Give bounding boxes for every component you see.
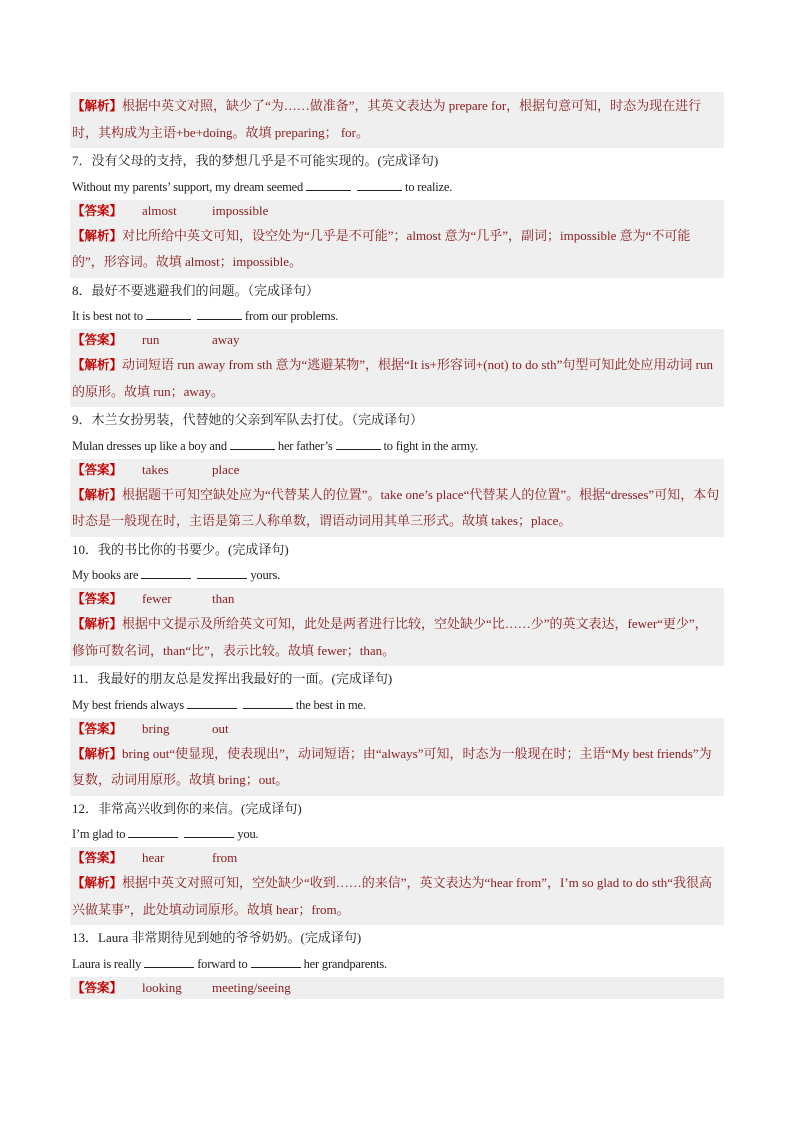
document-body [70, 92, 724, 999]
answer-2: place [212, 461, 240, 477]
analysis-block [70, 92, 724, 148]
analysis-label: 【解析】 [72, 486, 123, 502]
blank-line [144, 955, 194, 968]
answer-1: fewer [142, 591, 172, 606]
answer-2: meeting/seeing [212, 979, 291, 995]
blank-line [197, 307, 242, 320]
answer-2: out [212, 720, 229, 736]
analysis-block [70, 351, 724, 407]
blank-line [357, 178, 402, 191]
answer-block [70, 847, 724, 869]
blank-line [197, 566, 247, 579]
answer-2: away [212, 332, 240, 347]
question-13: 13．Laura 非常期待见到她的爷爷奶奶。(完成译句) [72, 930, 362, 945]
blank-line [306, 178, 351, 191]
answer-label: 【答案】 [72, 979, 123, 995]
answer-block [70, 200, 724, 222]
analysis-block [70, 869, 724, 925]
answer-block [70, 977, 724, 999]
analysis-label: 【解析】 [72, 745, 123, 761]
english-sentence-9: Mulan dresses up like a boy and her father’s to fight in the army. [72, 438, 479, 453]
blank-line [243, 696, 293, 709]
analysis-text: 动词短语 run away from sth 意为“逃避某物”，根据“It is+形容词+(not) to do sth”句型可知此处应用动词 run 的原形。故填 run；away。 [72, 357, 713, 399]
blank-line [141, 566, 191, 579]
analysis-block [70, 222, 724, 278]
question-8: 8．最好不要逃避我们的问题。（完成译句） [72, 282, 320, 298]
answer-1: hear [142, 850, 165, 865]
answer-1: bring [142, 720, 170, 736]
english-sentence-7: Without my parents’ support, my dream seemed to realize. [72, 179, 453, 194]
english-sentence-10: My books are yours. [72, 568, 281, 582]
analysis-text: 根据中文提示及所给英文可知，此处是两者进行比较，空处缺少“比……少”的英文表达，fewer“更少”，修饰可数名词，than“比”，表示比较。故填 fewer；than。 [72, 616, 708, 658]
analysis-label: 【解析】 [72, 98, 123, 113]
answer-2: impossible [212, 202, 269, 218]
answer-1: run [142, 332, 160, 347]
blank-line [184, 825, 234, 838]
blank-line [336, 437, 381, 450]
question-9: 9．木兰女扮男装，代替她的父亲到军队去打仗。（完成译句） [72, 412, 424, 427]
answer-block [70, 588, 724, 610]
analysis-label: 【解析】 [72, 227, 123, 243]
question-7: 7．没有父母的支持，我的梦想几乎是不可能实现的。(完成译句) [72, 153, 439, 168]
answer-block [70, 459, 724, 481]
question-10: 10．我的书比你的书要少。(完成译句) [72, 541, 289, 557]
answer-block [70, 329, 724, 351]
blank-line [251, 955, 301, 968]
blank-line [128, 825, 178, 838]
analysis-label: 【解析】 [72, 357, 123, 372]
answer-1: looking [142, 979, 182, 995]
analysis-label: 【解析】 [72, 616, 123, 631]
blank-line [187, 696, 237, 709]
answer-label: 【答案】 [72, 591, 123, 606]
answer-label: 【答案】 [72, 850, 123, 865]
answer-block [70, 718, 724, 740]
answer-label: 【答案】 [72, 461, 123, 477]
analysis-text: 根据中英文对照可知，空处缺少“收到……的来信”，英文表达为“hear from”，I’m so glad to do sth“我很高兴做某事”，此处填动词原形。故填 hear；from。 [72, 875, 712, 917]
answer-1: almost [142, 202, 177, 218]
answer-1: takes [142, 461, 169, 477]
analysis-block [70, 740, 724, 796]
answer-label: 【答案】 [72, 720, 123, 736]
analysis-text: 根据题干可知空缺处应为“代替某人的位置”。take one’s place“代替某人的位置”。根据“dresses”可知，本句时态是一般现在时，主语是第三人称单数，谓语动词用其单三形式。故填 takes；place。 [72, 486, 720, 528]
question-12: 12．非常高兴收到你的来信。(完成译句) [72, 800, 302, 816]
answer-2: from [212, 850, 238, 865]
analysis-text: bring out“使显现，使表现出”，动词短语；由“always”可知，时态为一般现在时；主语“My best friends”为复数，动词用原形。故填 bring；out。 [72, 745, 712, 787]
analysis-text: 对比所给中英文可知，设空处为“几乎是不可能”；almost 意为“几乎”，副词；impossible 意为“不可能的”，形容词。故填 almost；impossible。 [72, 227, 691, 269]
answer-label: 【答案】 [72, 332, 123, 347]
analysis-block [70, 610, 724, 666]
analysis-text: 根据中英文对照，缺少了“为……做准备”，其英文表达为 prepare for，根据句意可知，时态为现在进行时，其构成为主语+be+doing。故填 preparing； for。 [72, 98, 702, 140]
question-11: 11．我最好的朋友总是发挥出我最好的一面。(完成译句) [72, 671, 393, 686]
analysis-label: 【解析】 [72, 875, 123, 890]
blank-line [146, 307, 191, 320]
blank-line [230, 437, 275, 450]
english-sentence-13: Laura is really forward to her grandparents. [72, 956, 387, 971]
english-sentence-12: I’m glad to you. [72, 827, 259, 841]
analysis-block [70, 481, 724, 537]
english-sentence-11: My best friends always the best in me. [72, 697, 366, 712]
english-sentence-8: It is best not to from our problems. [72, 309, 339, 323]
answer-label: 【答案】 [72, 202, 123, 218]
answer-2: than [212, 591, 235, 606]
